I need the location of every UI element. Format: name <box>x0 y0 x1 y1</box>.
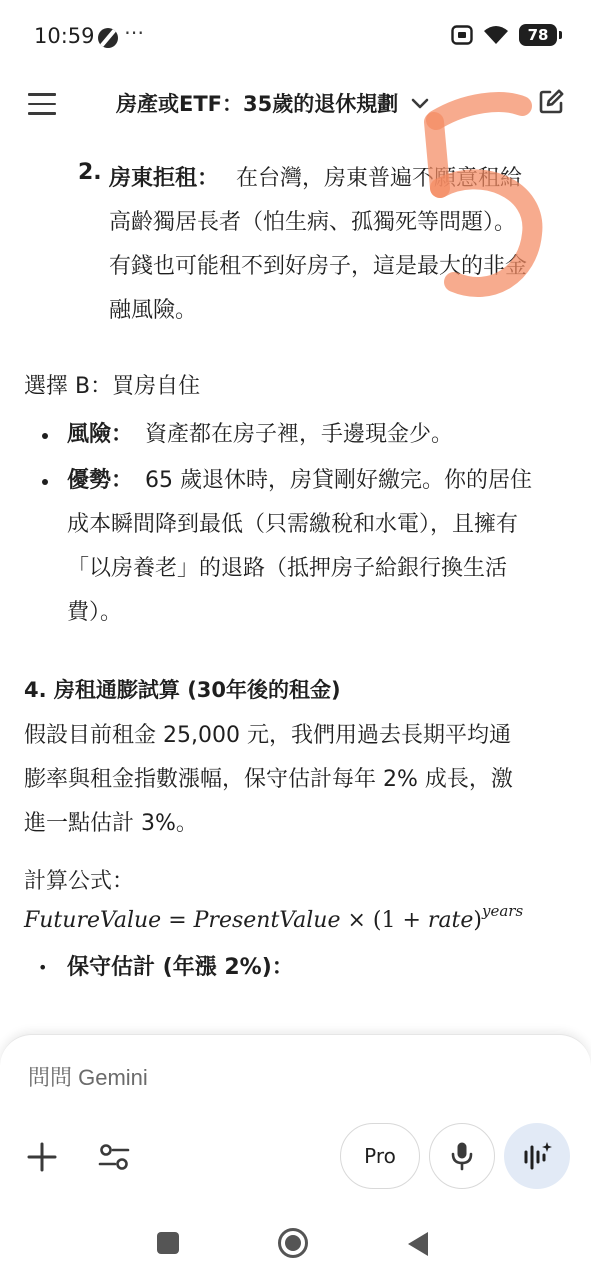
formula-exponent: years <box>482 902 524 920</box>
item-line: 在台灣，房東普遍不願意租給 <box>236 166 523 191</box>
section-heading: 4. 房租通膨試算 (30年後的租金) <box>24 678 341 702</box>
conversation-title-dropdown[interactable] <box>116 88 430 118</box>
formula-label: 計算公式： <box>24 869 135 894</box>
paragraph-line: 進一點估計 3%。 <box>24 811 198 836</box>
more-dots-icon: ⋯ <box>124 20 145 44</box>
tools-icon[interactable] <box>98 1141 130 1173</box>
bullet-dot: • <box>38 958 48 977</box>
pro-model-button[interactable] <box>340 1123 420 1189</box>
bullet-line: 資產都在房子裡，手邊現金少。 <box>145 422 454 447</box>
paragraph-line: 膨率與租金指數漲幅，保守估計每年 2% 成長，激 <box>24 767 513 792</box>
status-time: 10:59 <box>34 24 95 48</box>
prompt-input[interactable] <box>28 1065 448 1091</box>
bullet-dot <box>42 433 48 439</box>
paragraph-line: 假設目前租金 25,000 元，我們用過去長期平均通 <box>24 723 511 748</box>
live-icon <box>521 1140 553 1172</box>
formula-eq: = <box>161 908 194 933</box>
mic-icon <box>449 1141 475 1171</box>
formula-rate: rate <box>427 908 474 933</box>
system-nav-bar <box>0 1204 591 1280</box>
bullet-line: 費）。 <box>67 600 123 625</box>
wifi-icon <box>483 25 509 45</box>
battery-level: 78 <box>527 26 549 44</box>
formula-times: × (1 + <box>340 908 428 933</box>
list-number: 2. <box>78 160 102 185</box>
back-icon[interactable] <box>408 1232 428 1256</box>
sub-bullet-label: 保守估計 (年漲 2%)： <box>67 955 294 980</box>
formula-lhs: FutureValue <box>24 908 162 933</box>
pro-label: Pro <box>364 1144 396 1168</box>
bullet-line: 「以房養老」的退路（抵押房子給銀行換生活 <box>67 556 508 581</box>
bullet-line: 成本瞬間降到最低（只需繳稅和水電），且擁有 <box>67 512 519 537</box>
app-bar <box>0 76 591 132</box>
option-heading: 選擇 B：買房自住 <box>24 374 201 399</box>
recents-icon[interactable] <box>157 1232 179 1254</box>
bullet-label: 風險： <box>67 422 134 447</box>
edit-icon[interactable] <box>537 88 565 116</box>
prompt-panel <box>0 1034 591 1204</box>
plus-icon[interactable] <box>26 1141 58 1173</box>
item-label: 房東拒租： <box>109 166 220 191</box>
formula-rhs: PresentValue <box>193 908 341 933</box>
bullet-dot <box>42 479 48 485</box>
formula-close: ) <box>473 908 483 933</box>
menu-icon[interactable] <box>28 90 56 118</box>
bullet-line: 65 歲退休時，房貸剛好繳完。你的居住 <box>145 468 532 493</box>
item-line: 融風險。 <box>109 298 198 323</box>
data-saver-icon <box>98 28 118 48</box>
home-icon[interactable] <box>278 1228 308 1258</box>
bullet-label: 優勢： <box>67 468 134 493</box>
formula <box>24 902 524 933</box>
page-title: 房產或ETF：35歲的退休規劃 <box>116 92 399 116</box>
chevron-down-icon <box>410 93 430 113</box>
sim-icon <box>451 25 473 45</box>
status-icons <box>451 24 557 46</box>
battery-icon <box>519 24 557 46</box>
status-bar <box>0 0 591 76</box>
item-line: 高齡獨居長者（怕生病、孤獨死等問題）。 <box>109 210 517 235</box>
item-line: 有錢也可能租不到好房子，這是最大的非金 <box>109 254 528 279</box>
mic-button[interactable] <box>429 1123 495 1189</box>
live-button[interactable] <box>504 1123 570 1189</box>
